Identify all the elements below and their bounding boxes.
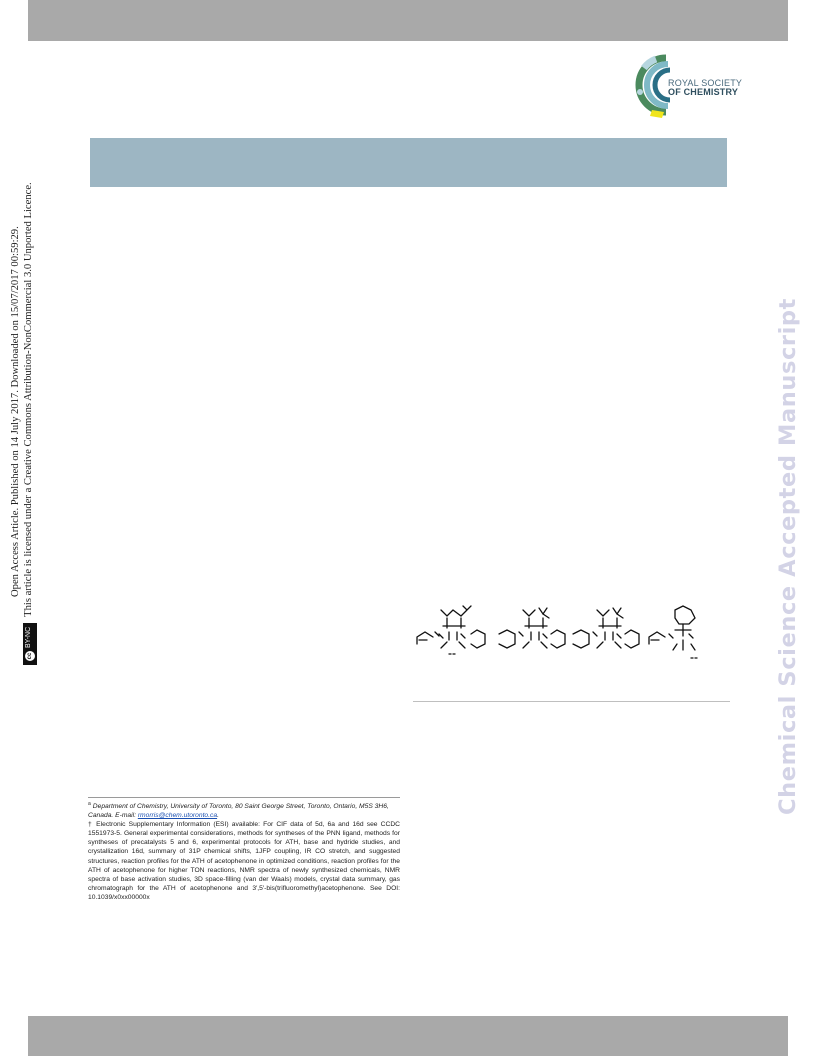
section-divider — [413, 701, 730, 702]
structure-3 — [573, 608, 639, 648]
email-link[interactable]: rmorris@chem.utoronto.ca — [137, 812, 218, 820]
structure-2 — [499, 608, 565, 648]
structure-1 — [417, 606, 485, 654]
title-band — [90, 138, 727, 187]
affiliation-end: . — [217, 812, 219, 820]
affiliation-marker: a — [88, 800, 91, 807]
logo-line-1: ROYAL SOCIETY — [668, 78, 743, 88]
structure-4 — [649, 606, 697, 658]
footnotes — [88, 797, 400, 902]
chemical-structures-figure — [413, 604, 731, 664]
cc-by-nc-badge[interactable] — [23, 623, 37, 665]
page-header-bar — [28, 0, 788, 41]
rsc-logo-wordmark — [668, 79, 742, 97]
affiliation-text: Department of Chemistry, University of Toronto, 80 Saint George Street, Toronto, Ontario, M5S 3H6, Canada. E-mail: — [88, 803, 389, 820]
open-access-license-notice — [10, 182, 37, 665]
cc-badge-label: BY-NC — [25, 626, 33, 648]
creative-commons-icon: cc — [26, 652, 33, 660]
esi-footnote: † Electronic Supplementary Information (ESI) available: For CIF data of 5d, 6a and 16d see CCDC 1551973-5. General experimental considerations, methods for syntheses of the PNN ligand, methods for syntheses of precatalysts 5 and 6, experimental protocols for ATH, base and hydride studies, and crystallization 16d, summary of 31P chemical shifts, 1JFP coupling, IR CO stretch, and suggested structures, reaction profiles for the ATH of acetophenone in optimized conditions, reaction profiles for the ATH of acetophenone for higher TON reactions, NMR spectra of newly synthesized chemicals, NMR spectra of base activation studies, 3D space-filling (van der Waals) models, crystal data summary, gas chromatograph for the ATH of acetophenone and 3′,5′-bis(trifluoromethyl)acetophenone. See DOI: 10.1039/x0xx00000x — [88, 821, 400, 901]
accepted-manuscript-watermark: Chemical Science Accepted Manuscript — [775, 298, 801, 815]
license-published-text: Open Access Article. Published on 14 July 2017. Downloaded on 15/07/2017 00:59:29. — [10, 226, 21, 597]
logo-line-2: OF CHEMISTRY — [668, 87, 739, 97]
license-terms-text[interactable]: This article is licensed under a Creative Commons Attribution-NonCommercial 3.0 Unported Licence. — [23, 182, 35, 617]
page-footer-bar — [28, 1016, 788, 1056]
license-line-1 — [10, 182, 23, 665]
license-line-2 — [23, 182, 37, 665]
affiliation-footnote — [88, 802, 400, 820]
